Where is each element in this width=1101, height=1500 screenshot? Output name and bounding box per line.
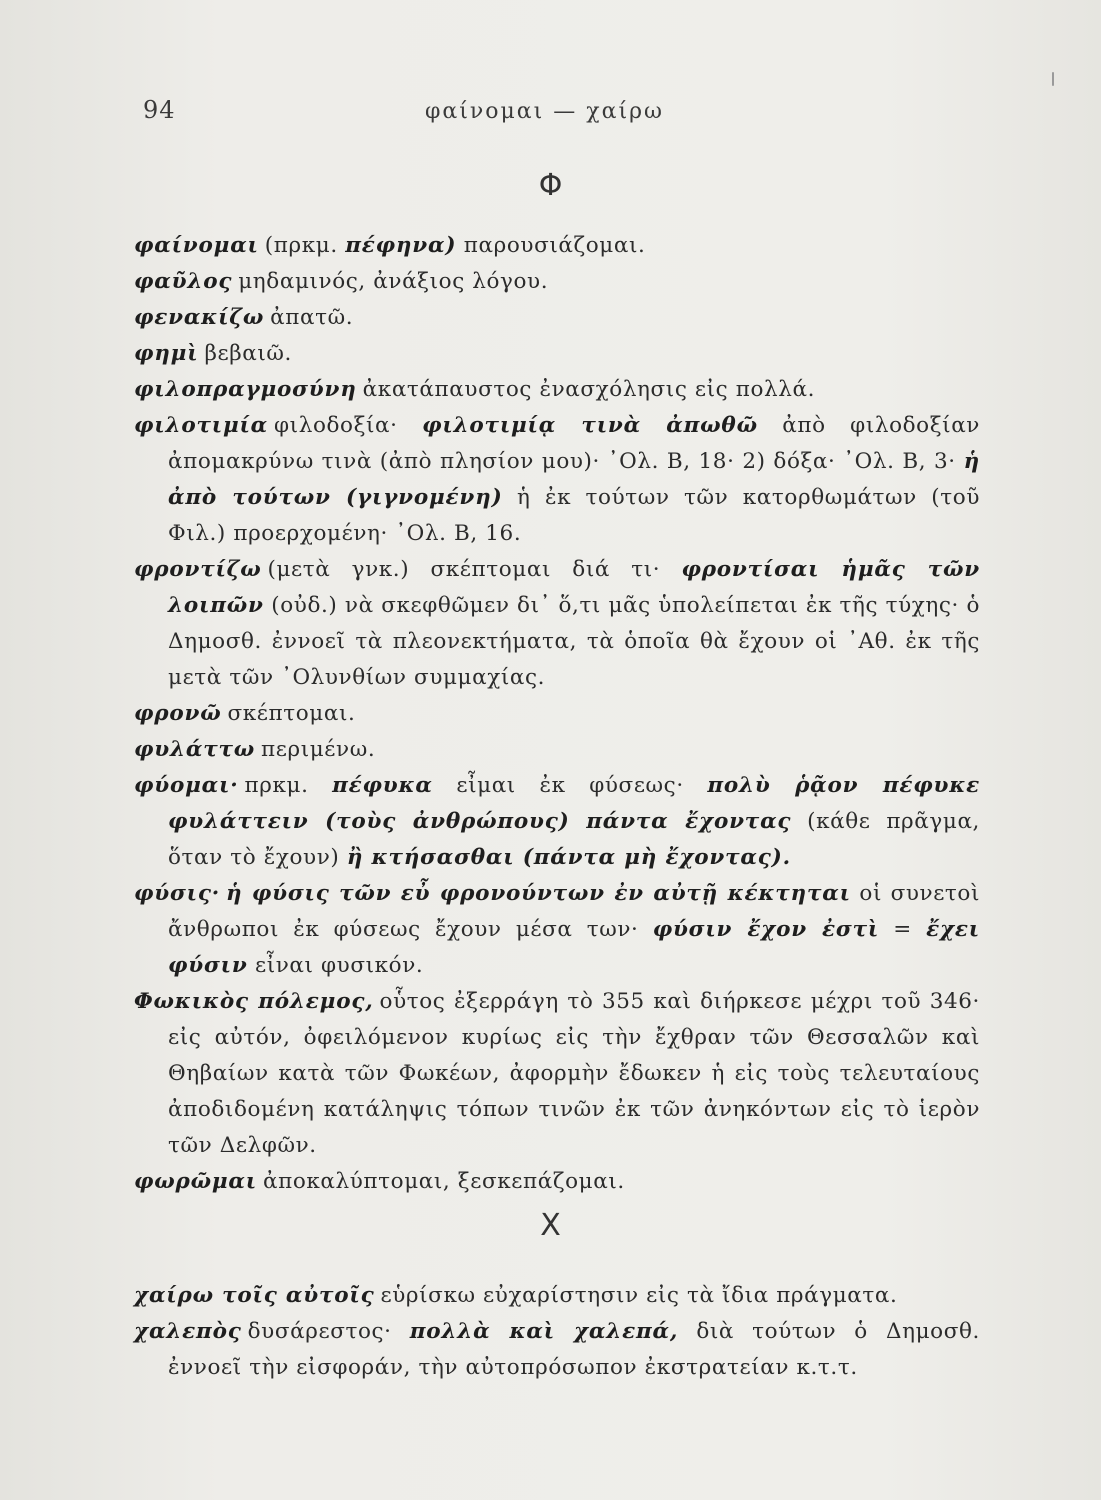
entry-headword: φυλάττω (134, 737, 255, 762)
paper-mark (1052, 72, 1054, 86)
dictionary-entry (134, 1314, 980, 1386)
dictionary-entry (134, 696, 980, 732)
entry-headword: Φωκικὸς πόλεμος, (134, 989, 374, 1014)
entry-text: μηδαμινός, ἀνάξιος λόγου. (238, 269, 549, 294)
dictionary-entry (134, 372, 980, 408)
entry-text: διὰ τούτων ὁ Δημοσθ. ἐννοεῖ τὴν εἰσφοράν, τὴν αὐτοπρόσωπον ἐκστρατείαν κ.τ.τ. (168, 1319, 980, 1380)
dictionary-entry (134, 552, 980, 696)
entry-phrase: φύσιν ἔχον ἐστὶ (652, 917, 880, 942)
page-number: 94 (143, 96, 176, 124)
entry-list-chi (134, 1278, 980, 1386)
entry-text: παρουσιάζομαι. (456, 233, 646, 258)
entry-text: δυσάρεστος· (247, 1319, 410, 1344)
entry-text: εἶναι φυσικόν. (247, 953, 424, 978)
entry-headword: φιλοπραγμοσύνη (134, 377, 357, 402)
dictionary-entry (134, 876, 980, 984)
entry-phrase: ἔχει φύσιν (168, 917, 980, 978)
entry-text: (πρκμ. (264, 233, 346, 258)
dictionary-entry (134, 300, 980, 336)
entry-text: ἀπὸ φιλοδοξίαν ἀπομακρύνω τινὰ (ἀπὸ πλησίον μου)· ᾽Ολ. Β, 18· 2) δόξα· ᾽Ολ. Β, 3· (168, 413, 980, 474)
entry-phrase: ἡ φύσις τῶν εὖ φρονούντων ἐν αὐτῇ κέκτηται (226, 881, 851, 906)
entry-phrase: πέφυκα (332, 773, 433, 798)
entry-phrase: φροντίσαι ἡμᾶς τῶν λοιπῶν (168, 557, 980, 618)
entry-text: οὗτος ἐξερράγη τὸ 355 καὶ διήρκεσε μέχρι τοῦ 346· εἰς αὐτόν, ὀφειλόμενον κυρίως εἰς τὴν ἔχθραν τῶν Θεσσαλῶν καὶ Θηβαίων κατὰ τῶν Φωκέων, ἀφορμὴν ἔδωκεν ἡ εἰς τοὺς τελευταίους ἀποδιδομένη κατάληψις τόπων τινῶν ἐκ τῶν ἀνηκόντων εἰς τὸ ἱερὸν τῶν Δελφῶν. (168, 989, 980, 1158)
entry-text: περιμένω. (261, 737, 376, 762)
entry-text: ἀπατῶ. (270, 305, 354, 330)
entry-text: ἀποκαλύπτομαι, ξεσκεπάζομαι. (262, 1169, 625, 1194)
dictionary-entry (134, 768, 980, 876)
entry-text: σκέπτομαι. (227, 701, 356, 726)
entry-phrase: ἡ ἀπὸ τούτων (γιγνομένη) (168, 449, 980, 510)
section-letter-chi: Χ (540, 1208, 561, 1243)
entry-headword: φημὶ (134, 341, 199, 366)
dictionary-entry (134, 732, 980, 768)
entry-phrase: πέφηνα) (345, 233, 457, 258)
dictionary-entry (134, 1164, 980, 1200)
entry-phrase: ἢ κτήσασθαι (πάντα μὴ ἔχοντας). (346, 845, 791, 870)
entry-text: πρκμ. (244, 773, 333, 798)
dictionary-entry (134, 336, 980, 372)
entry-headword: φαῦλος (134, 269, 233, 294)
entry-text: ἡ ἐκ τούτων τῶν κατορθωμάτων (τοῦ Φιλ.) προερχομένη· ᾽Ολ. Β, 16. (168, 485, 981, 546)
entry-text: (κάθε πρᾶγμα, ὅταν τὸ ἔχουν) (168, 809, 980, 870)
entry-text: (μετὰ γνκ.) σκέπτομαι διά τι· (267, 557, 682, 582)
dictionary-entry (134, 408, 980, 552)
dictionary-entry (134, 1278, 980, 1314)
entry-headword: φύσις· (134, 881, 221, 906)
entry-headword: φρονῶ (134, 701, 222, 726)
entry-headword: φενακίζω (134, 305, 265, 330)
entry-headword: χαίρω τοῖς αὐτοῖς (134, 1283, 375, 1308)
entry-list-phi (134, 228, 980, 1200)
dictionary-entry (134, 228, 980, 264)
entry-headword: φωρῶμαι (134, 1169, 257, 1194)
entry-phrase: πολλὰ καὶ χαλεπά, (409, 1319, 679, 1344)
entry-headword: φύομαι· (134, 773, 239, 798)
entry-headword: φροντίζω (134, 557, 262, 582)
entry-text: εὑρίσκω εὐχαρίστησιν εἰς τὰ ἴδια πράγματα. (380, 1283, 898, 1308)
entry-headword: φαίνομαι (134, 233, 259, 258)
entry-headword: φιλοτιμία (134, 413, 269, 438)
entry-text: = (879, 917, 927, 942)
running-title: φαίνομαι — χαίρω (425, 99, 664, 124)
entry-text: οἱ συνετοὶ ἄνθρωποι ἐκ φύσεως ἔχουν μέσα των· (168, 881, 980, 942)
entry-text: βεβαιῶ. (204, 341, 292, 366)
entry-headword: χαλεπὸς (134, 1319, 242, 1344)
entry-text: ἀκατάπαυστος ἐνασχόλησις εἰς πολλά. (362, 377, 816, 402)
entry-text: φιλοδοξία· (274, 413, 423, 438)
section-letter-phi: Φ (538, 168, 563, 203)
entry-text: (οὐδ.) νὰ σκεφθῶμεν δι᾽ ὅ,τι μᾶς ὑπολείπεται ἐκ τῆς τύχης· ὁ Δημοσθ. ἐννοεῖ τὰ πλεονεκτήματα, τὰ ὁποῖα θὰ ἔχουν οἱ ᾽Αθ. ἐκ τῆς μετὰ τῶν ᾽Ολυνθίων συμμαχίας. (168, 593, 980, 690)
dictionary-entry (134, 264, 980, 300)
entry-phrase: πολὺ ῥᾷον πέφυκε φυλάττειν (τοὺς ἀνθρώπους) πάντα ἔχοντας (168, 773, 980, 834)
entry-phrase: φιλοτιμίᾳ τινὰ ἀπωθῶ (422, 413, 758, 438)
entry-text: εἶμαι ἐκ φύσεως· (432, 773, 708, 798)
dictionary-entry (134, 984, 980, 1164)
